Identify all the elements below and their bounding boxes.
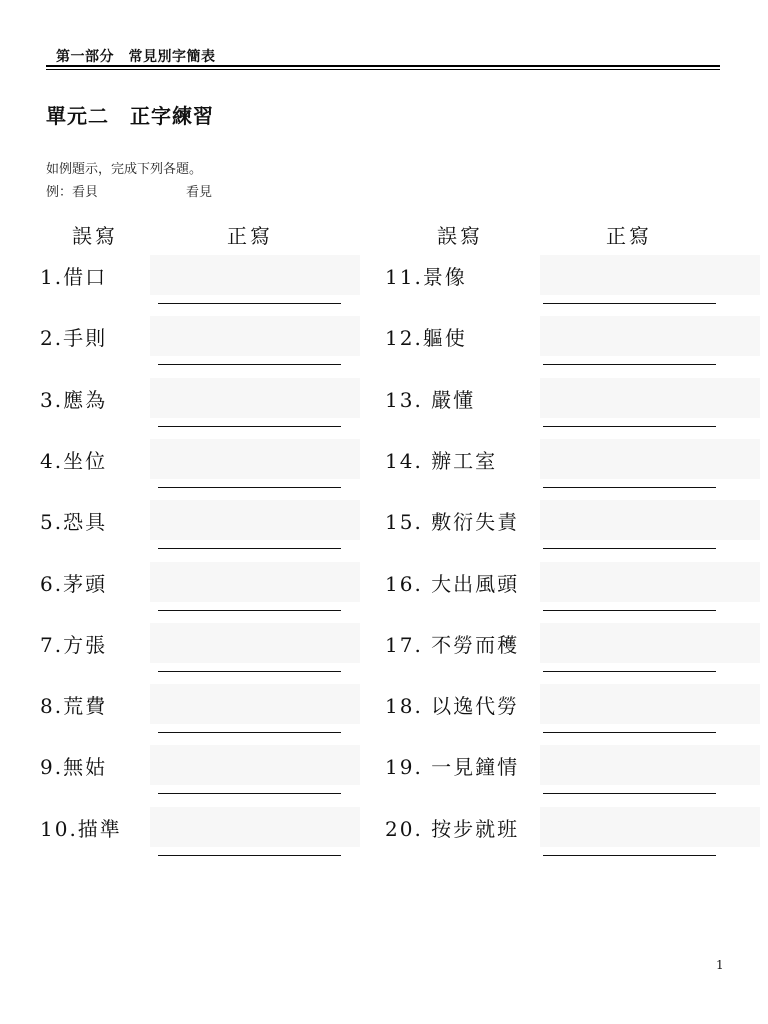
answer-area <box>540 500 760 540</box>
answer-line[interactable] <box>543 487 716 488</box>
answer-line[interactable] <box>543 364 716 365</box>
answer-line[interactable] <box>543 610 716 611</box>
wrong-word: 1.借口 <box>40 265 108 289</box>
answer-line[interactable] <box>543 671 716 672</box>
wrong-word: 3.應為 <box>40 388 108 412</box>
answer-area <box>540 255 760 295</box>
answer-area <box>540 316 760 356</box>
answer-area <box>150 316 360 356</box>
left-correct-header: 正寫 <box>227 224 273 248</box>
right-wrong-header: 誤寫 <box>437 224 483 248</box>
wrong-word: 13. 嚴懂 <box>385 388 476 412</box>
right-correct-header: 正寫 <box>606 224 652 248</box>
wrong-word: 16. 大出風頭 <box>385 572 520 596</box>
answer-line[interactable] <box>543 793 716 794</box>
wrong-word: 4.坐位 <box>40 449 108 473</box>
wrong-word: 5.恐具 <box>40 510 108 534</box>
answer-line[interactable] <box>158 426 341 427</box>
wrong-word: 15. 敷衍失責 <box>385 510 520 534</box>
wrong-word: 7.方張 <box>40 633 108 657</box>
wrong-word: 10.描準 <box>40 817 122 841</box>
answer-line[interactable] <box>158 855 341 856</box>
answer-line[interactable] <box>543 548 716 549</box>
answer-line[interactable] <box>543 732 716 733</box>
wrong-word: 11.景像 <box>385 265 467 289</box>
answer-line[interactable] <box>158 732 341 733</box>
answer-area <box>150 378 360 418</box>
answer-line[interactable] <box>543 426 716 427</box>
instructions: 如例題示，完成下列各題。 <box>46 162 203 177</box>
wrong-word: 14. 辦工室 <box>385 449 498 473</box>
answer-line[interactable] <box>543 303 716 304</box>
answer-area <box>150 255 360 295</box>
wrong-word: 2.手則 <box>40 326 108 350</box>
header-rule-thin <box>46 69 720 70</box>
answer-area <box>540 807 760 847</box>
answer-line[interactable] <box>158 364 341 365</box>
answer-area <box>540 378 760 418</box>
wrong-word: 19. 一見鐘情 <box>385 755 520 779</box>
answer-area <box>540 623 760 663</box>
page-header: 第一部分 常見別字簡表 <box>56 49 216 65</box>
answer-line[interactable] <box>158 671 341 672</box>
answer-line[interactable] <box>158 487 341 488</box>
answer-area <box>150 807 360 847</box>
answer-area <box>150 745 360 785</box>
answer-line[interactable] <box>158 303 341 304</box>
wrong-word: 9.無姑 <box>40 755 108 779</box>
answer-area <box>150 500 360 540</box>
wrong-word: 17. 不勞而穫 <box>385 633 520 657</box>
unit-title: 單元二 正字練習 <box>46 104 214 128</box>
answer-area <box>540 439 760 479</box>
answer-area <box>150 623 360 663</box>
answer-area <box>150 439 360 479</box>
answer-line[interactable] <box>543 855 716 856</box>
answer-area <box>150 684 360 724</box>
page-number: 1 <box>716 958 724 972</box>
answer-line[interactable] <box>158 610 341 611</box>
wrong-word: 8.荒費 <box>40 694 108 718</box>
answer-area <box>150 562 360 602</box>
wrong-word: 18. 以逸代勞 <box>385 694 520 718</box>
answer-area <box>540 745 760 785</box>
left-wrong-header: 誤寫 <box>72 224 118 248</box>
answer-line[interactable] <box>158 793 341 794</box>
wrong-word: 12.軀使 <box>385 326 467 350</box>
header-rule-thick <box>46 65 720 67</box>
example-correct: 看見 <box>186 185 213 200</box>
answer-area <box>540 684 760 724</box>
example-wrong: 例：看貝 <box>46 185 99 200</box>
answer-area <box>540 562 760 602</box>
answer-line[interactable] <box>158 548 341 549</box>
wrong-word: 20. 按步就班 <box>385 817 520 841</box>
wrong-word: 6.茅頭 <box>40 572 108 596</box>
